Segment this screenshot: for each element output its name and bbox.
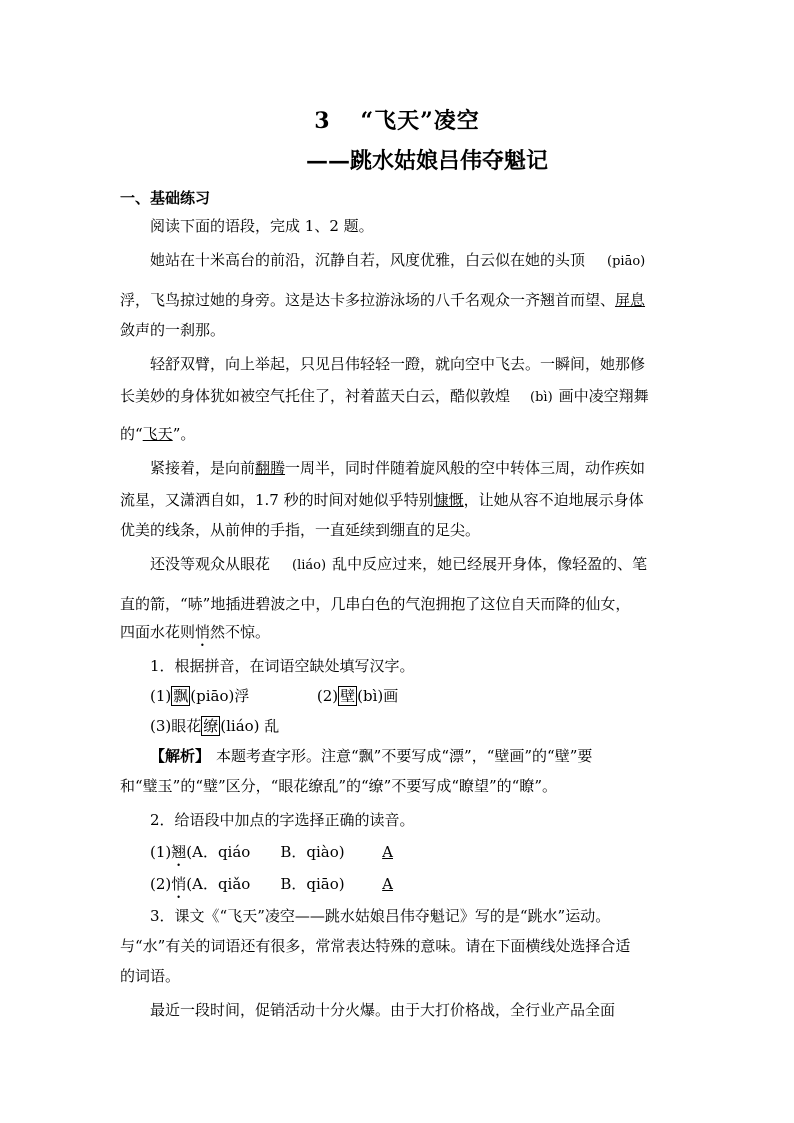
answer-char-box: 壁	[340, 687, 356, 705]
question2-option1	[150, 842, 680, 870]
lesson-number: 3	[314, 108, 331, 134]
para1-text: 浮，飞鸟掠过她的身旁。这是达卡多拉游泳场的八千名观众一齐翘首而望、	[120, 291, 616, 309]
dotted-char: 翘	[171, 843, 187, 861]
para2-text: 画中凌空翔舞	[558, 387, 649, 405]
analysis-line1	[150, 746, 680, 766]
lesson-title-text: “飞天”凌空	[360, 108, 480, 134]
para1-line2	[120, 290, 680, 310]
para3-text: 一周半，同时伴随着旋风般的空中转体三周，动作疾如	[285, 459, 646, 477]
question2-option2	[150, 874, 680, 902]
answer-number: (3)眼花	[150, 717, 202, 735]
para5-line1: 最近一段时间，促销活动十分火爆。由于大打价格战，全行业产品全面	[150, 1001, 616, 1019]
underlined-word: 慷慨	[433, 491, 464, 509]
analysis-text: 本题考查字形。注意“飘”不要写成“漂”，“壁画”的“壁”要	[216, 747, 593, 765]
instruction: 阅读下面的语段，完成 1、2 题。	[150, 217, 374, 235]
para3-text: 紧接着，是向前	[150, 459, 256, 477]
lesson-subtitle: ——跳水姑娘吕伟夺魁记	[305, 148, 548, 174]
section-heading: 一、基础练习	[120, 189, 211, 207]
option-choices: (A．qiǎo B．qiāo)	[186, 875, 345, 893]
lesson-title	[0, 104, 794, 135]
para4-line1	[150, 554, 680, 576]
para3-line2	[120, 490, 680, 510]
para4-text: 乱中反应过来，她已经展开身体，像轻盈的、笔	[332, 555, 648, 573]
pinyin-liao: (liáo)	[292, 558, 327, 573]
answer-pinyin: (bì)画	[357, 687, 399, 705]
pinyin-piao: (piāo)	[607, 254, 646, 269]
para2-text: 的“	[120, 425, 143, 443]
para2-text: 长美妙的身体犹如被空气托住了，衬着蓝天白云，酷似敦煌	[120, 387, 511, 405]
question1-stem: 1．根据拼音，在词语空缺处填写汉字。	[150, 657, 415, 675]
para2-line1: 轻舒双臂，向上举起，只见吕伟轻轻一蹬，就向空中飞去。一瞬间，她那修	[150, 355, 646, 373]
question3-line1: 3．课文《“飞天”凌空——跳水姑娘吕伟夺魁记》写的是“跳水”运动。	[150, 907, 611, 925]
para3-text: 流星，又潇洒自如，1.7 秒的时间对她似乎特别	[120, 491, 434, 509]
para4-text: 还没等观众从眼花	[150, 555, 271, 573]
answer-number: (1)	[150, 687, 172, 705]
answer-pinyin: (liáo) 乱	[220, 717, 280, 735]
question3-line3: 的词语。	[120, 967, 181, 985]
answer-blank: A	[382, 843, 393, 861]
answer-pinyin: (piāo)浮	[190, 687, 250, 705]
underlined-word: 屏息	[615, 291, 646, 309]
para1-line3: 敛声的一刹那。	[120, 321, 226, 339]
option-number: (1)	[150, 843, 172, 861]
question1-answers-row2	[150, 716, 680, 736]
analysis-line2: 和“璧玉”的“璧”区分，“眼花缭乱”的“缭”不要写成“瞭望”的“瞭”。	[120, 777, 558, 795]
para1-line1	[150, 250, 680, 272]
para4-text: 四面水花则	[120, 623, 196, 641]
para2-line3	[120, 424, 680, 444]
para2-line2	[120, 386, 680, 408]
para2-text: ”。	[172, 425, 196, 443]
para3-line1	[150, 458, 680, 478]
pinyin-bi: (bì)	[530, 390, 553, 405]
para3-line3: 优美的线条，从前伸的手指，一直延续到绷直的足尖。	[120, 521, 481, 539]
para1-text: 她站在十米高台的前沿，沉静自若，风度优雅，白云似在她的头顶	[150, 251, 586, 269]
dotted-char: 悄	[195, 623, 211, 641]
question3-line2: 与“水”有关的词语还有很多，常常表达特殊的意味。请在下面横线处选择合适	[120, 937, 631, 955]
answer-char-box: 飘	[173, 687, 189, 705]
underlined-word: 飞天	[142, 425, 173, 443]
para4-line2: 直的箭，“哧”地插进碧波之中，几串白色的气泡拥抱了这位自天而降的仙女，	[120, 595, 631, 613]
question2-stem: 2．给语段中加点的字选择正确的读音。	[150, 811, 415, 829]
question1-answers-row1	[150, 686, 680, 706]
underlined-word: 翻腾	[255, 459, 286, 477]
para4-line3	[120, 622, 680, 650]
dotted-char: 悄	[171, 875, 187, 893]
para3-text: ，让她从容不迫地展示身体	[463, 491, 644, 509]
analysis-tag: 【解析】	[150, 747, 211, 765]
answer-char-box: 缭	[203, 717, 219, 735]
option-number: (2)	[150, 875, 172, 893]
para4-text: 然不惊。	[210, 623, 271, 641]
option-choices: (A．qiáo B．qiào)	[186, 843, 345, 861]
answer-number: (2)	[316, 687, 339, 705]
answer-blank: A	[382, 875, 393, 893]
